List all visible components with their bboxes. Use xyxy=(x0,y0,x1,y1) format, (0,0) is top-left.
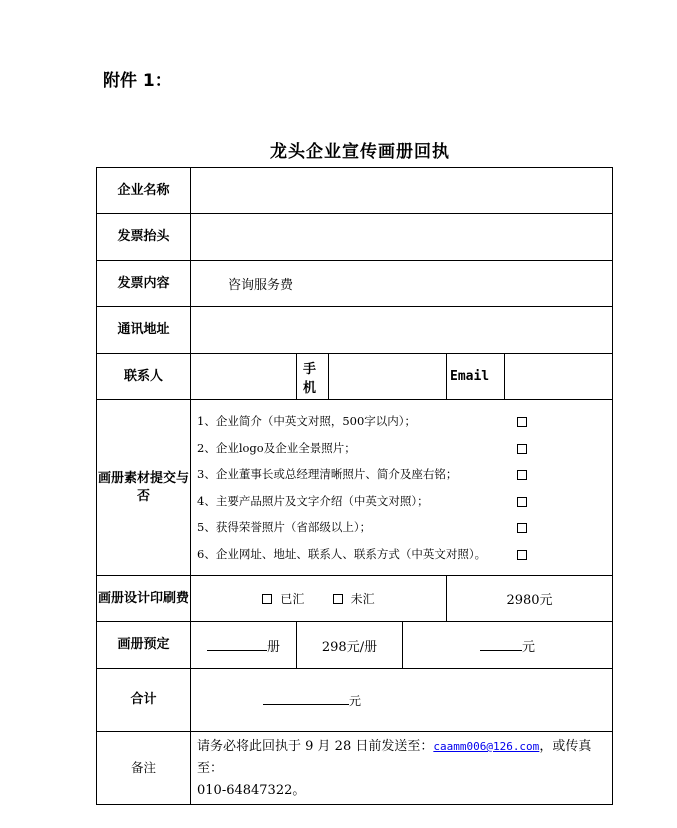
paid-checkbox[interactable] xyxy=(262,594,272,604)
booking-price: 298元/册 xyxy=(297,622,403,669)
material-checkbox[interactable] xyxy=(517,444,527,454)
booking-amount-field[interactable] xyxy=(403,622,613,669)
booking-quantity-field[interactable] xyxy=(191,622,297,669)
attachment-label: 附件 1： xyxy=(103,71,172,91)
material-item xyxy=(191,461,612,488)
invoice-title-label: 发票抬头 xyxy=(97,214,191,261)
company-name-label: 企业名称 xyxy=(97,168,191,214)
design-fee-options xyxy=(191,576,447,622)
row-company-name xyxy=(97,168,613,214)
material-item-text: 3、企业董事长或总经理清晰照片、简介及座右铭； xyxy=(197,467,458,481)
booking-amount-blank[interactable] xyxy=(480,638,522,651)
material-checkbox[interactable] xyxy=(517,417,527,427)
booking-label: 画册预定 xyxy=(97,622,191,669)
total-unit-yuan: 元 xyxy=(349,693,362,708)
phone-field[interactable] xyxy=(329,354,447,400)
note-text xyxy=(191,732,613,805)
row-contact xyxy=(97,354,613,400)
fax-number: 010-64847322。 xyxy=(197,783,306,798)
row-note xyxy=(97,732,613,805)
total-field[interactable] xyxy=(191,669,613,732)
document-title: 龙头企业宣传画册回执 xyxy=(270,142,450,162)
note-text-before: 请务必将此回执于 9 月 28 日前发送至： xyxy=(197,739,434,754)
email-field[interactable] xyxy=(505,354,613,400)
row-total xyxy=(97,669,613,732)
receipt-form-table xyxy=(96,167,613,805)
note-label: 备注 xyxy=(97,732,191,805)
invoice-content-field[interactable]: 咨询服务费 xyxy=(191,261,613,307)
design-fee-label: 画册设计印刷费 xyxy=(97,576,191,622)
row-design-fee xyxy=(97,576,613,622)
note-text-after: ，或传真至： xyxy=(197,739,592,776)
unpaid-option[interactable] xyxy=(333,592,375,606)
row-address xyxy=(97,307,613,354)
material-checkbox[interactable] xyxy=(517,523,527,533)
row-invoice-title xyxy=(97,214,613,261)
material-checkbox[interactable] xyxy=(517,470,527,480)
paid-option-label: 已汇 xyxy=(280,592,305,606)
invoice-content-label: 发票内容 xyxy=(97,261,191,307)
material-item xyxy=(191,408,612,435)
row-materials xyxy=(97,400,613,576)
contact-name-field[interactable] xyxy=(191,354,297,400)
unit-book-label: 册 xyxy=(266,639,280,655)
invoice-title-field[interactable] xyxy=(191,214,613,261)
materials-list xyxy=(191,400,613,576)
material-item-text: 5、获得荣誉照片（省部级以上）； xyxy=(197,520,372,534)
row-invoice-content xyxy=(97,261,613,307)
paid-option[interactable] xyxy=(262,592,304,606)
address-label: 通讯地址 xyxy=(97,307,191,354)
email-label: Email xyxy=(447,354,505,400)
row-booking xyxy=(97,622,613,669)
design-fee-amount: 2980元 xyxy=(447,576,613,622)
booking-unit-yuan: 元 xyxy=(521,639,535,655)
total-label: 合计 xyxy=(97,669,191,732)
unpaid-option-label: 未汇 xyxy=(350,592,375,606)
material-checkbox[interactable] xyxy=(517,550,527,560)
material-item xyxy=(191,541,612,568)
quantity-blank[interactable] xyxy=(207,638,267,651)
phone-label: 手机 xyxy=(297,354,329,400)
material-item xyxy=(191,488,612,515)
material-item xyxy=(191,514,612,541)
material-item-text: 4、主要产品照片及文字介绍（中英文对照）； xyxy=(197,493,429,508)
company-name-field[interactable] xyxy=(191,168,613,214)
material-item-text: 1、企业简介（中英文对照，500字以内）； xyxy=(197,414,417,428)
total-blank[interactable] xyxy=(263,692,349,705)
material-item xyxy=(191,435,612,462)
email-link[interactable]: caamm006@126.com xyxy=(433,740,540,753)
material-checkbox[interactable] xyxy=(517,497,527,507)
materials-label: 画册素材提交与否 xyxy=(97,400,191,576)
material-item-text: 6、企业网址、地址、联系人、联系方式（中英文对照）。 xyxy=(197,546,487,561)
unpaid-checkbox[interactable] xyxy=(333,594,343,604)
address-field[interactable] xyxy=(191,307,613,354)
material-item-text: 2、企业logo及企业全景照片； xyxy=(197,440,356,455)
contact-label: 联系人 xyxy=(97,354,191,400)
